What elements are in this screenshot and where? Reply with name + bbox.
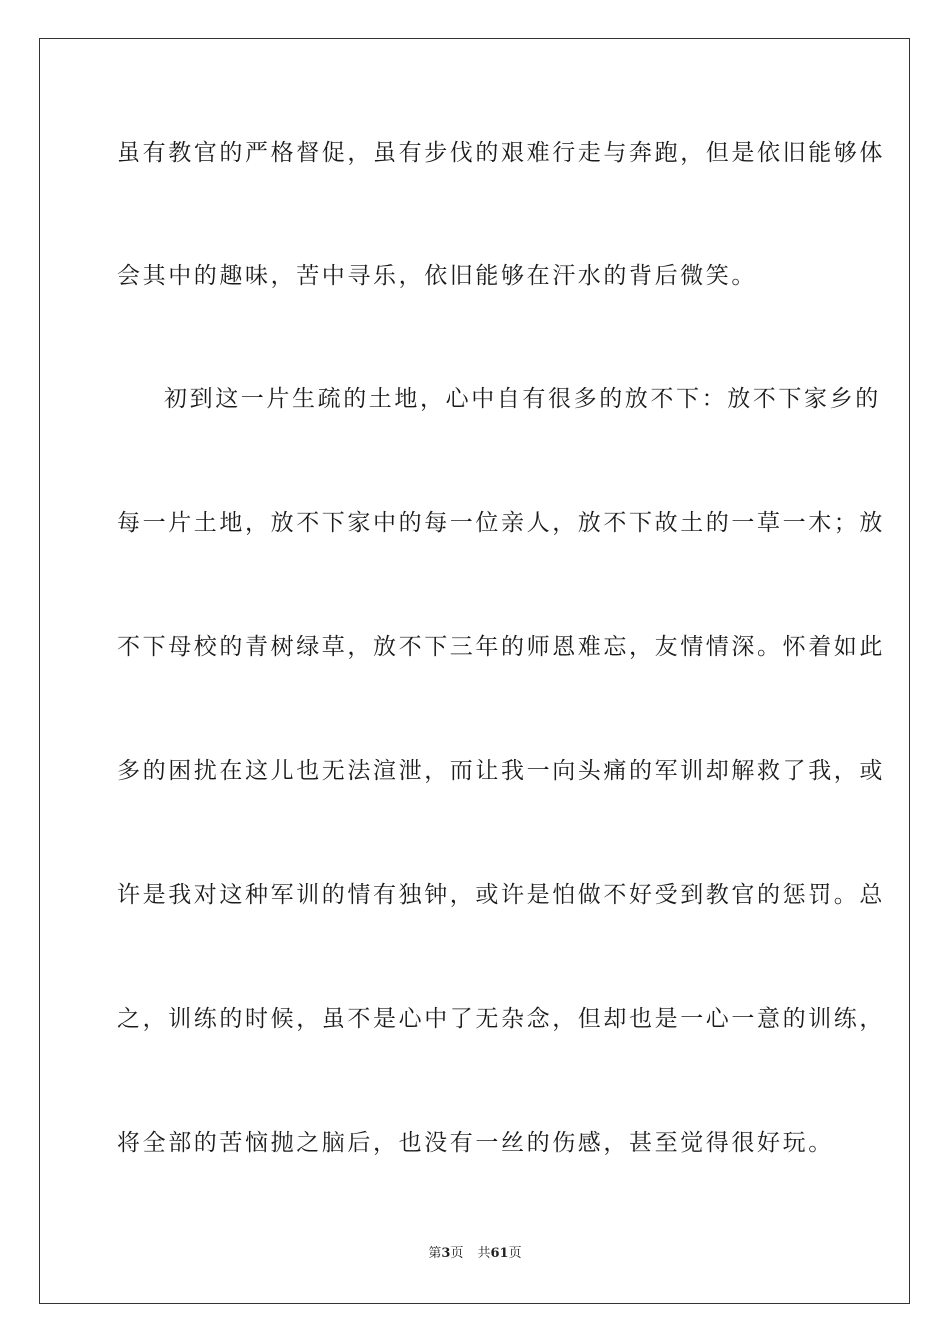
text-line-9: 将全部的苦恼抛之脑后，也没有一丝的伤感，甚至觉得很好玩。 <box>117 1130 834 1156</box>
total-suffix: 页 <box>508 1246 522 1261</box>
text-line-2: 会其中的趣味，苦中寻乐，依旧能够在汗水的背后微笑。 <box>117 263 757 289</box>
page-suffix: 页 <box>450 1246 464 1261</box>
page-number: 3 <box>441 1246 451 1261</box>
page-footer <box>0 1245 950 1263</box>
text-line-1: 虽有教官的严格督促，虽有步伐的艰难行走与奔跑，但是依旧能够体 <box>117 140 885 166</box>
text-line-4: 每一片土地，放不下家中的每一位亲人，放不下故土的一草一木；放 <box>117 510 885 536</box>
text-line-6: 多的困扰在这儿也无法渲泄，而让我一向头痛的军训却解救了我，或 <box>117 758 885 784</box>
page-border <box>39 38 910 1304</box>
page-prefix: 第 <box>428 1246 442 1261</box>
text-line-3: 初到这一片生疏的土地，心中自有很多的放不下：放不下家乡的 <box>164 386 881 412</box>
text-line-8: 之，训练的时候，虽不是心中了无杂念，但却也是一心一意的训练， <box>117 1006 885 1032</box>
total-prefix: 共 <box>477 1246 491 1261</box>
text-line-5: 不下母校的青树绿草，放不下三年的师恩难忘，友情情深。怀着如此 <box>117 634 885 660</box>
text-line-7: 许是我对这种军训的情有独钟，或许是怕做不好受到教官的惩罚。总 <box>117 882 885 908</box>
total-pages: 61 <box>490 1246 509 1261</box>
